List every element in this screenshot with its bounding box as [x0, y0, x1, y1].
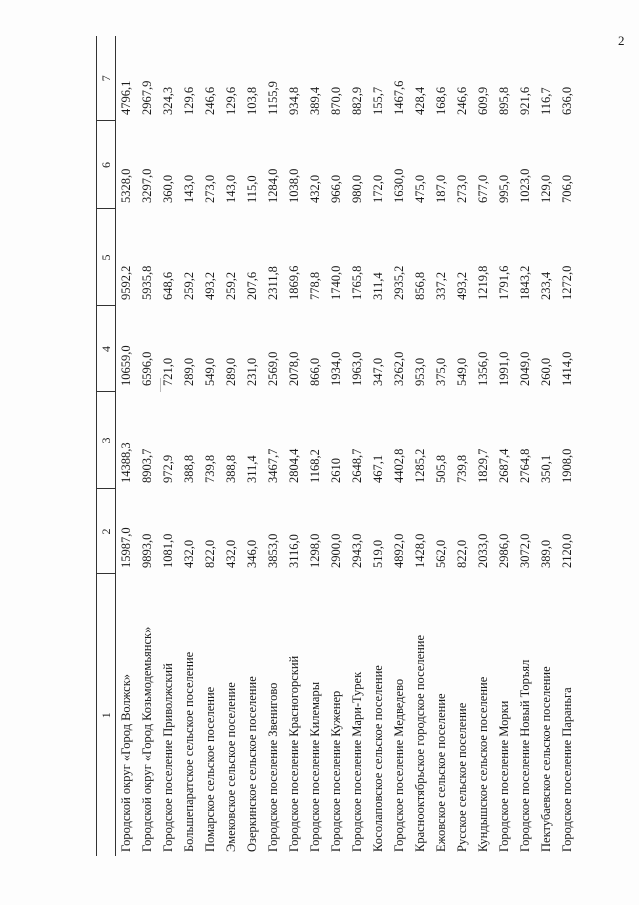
value-cell-col-3: 505,8 — [434, 454, 448, 483]
municipality-name-cell: Пектубаевское сельское поселение — [539, 666, 553, 852]
value-cell-col-3: 4402,8 — [392, 448, 406, 483]
value-cell-col-2: 562,0 — [434, 539, 448, 568]
municipality-name-cell: Городское поселение Мари-Турек — [350, 671, 364, 852]
municipality-name-cell: Городской округ «Город Волжск» — [119, 673, 133, 852]
value-cell-col-2: 432,0 — [224, 539, 238, 568]
value-cell-col-2: 15987,0 — [119, 527, 133, 568]
value-cell-col-7: 324,3 — [161, 86, 175, 115]
table-row — [242, 36, 263, 856]
value-cell-col-7: 103,8 — [245, 86, 259, 115]
table-row — [536, 36, 557, 856]
value-cell-col-4: 2078,0 — [287, 351, 301, 386]
value-cell-col-7: 168,6 — [434, 86, 448, 115]
table-row — [431, 36, 452, 856]
value-cell-col-2: 346,0 — [245, 539, 259, 568]
value-cell-col-6: 1284,0 — [266, 168, 280, 203]
value-cell-col-6: 677,0 — [476, 174, 490, 203]
municipality-name-cell: Ежовское сельское поселение — [434, 693, 448, 852]
table-row — [347, 36, 368, 856]
municipality-name-cell: Озеркинское сельское поселение — [245, 676, 259, 852]
value-cell-col-6: 273,0 — [455, 174, 469, 203]
value-cell-col-3: 311,4 — [245, 455, 259, 483]
value-cell-col-2: 1428,0 — [413, 533, 427, 568]
value-cell-col-3: 1285,2 — [413, 448, 427, 483]
value-cell-col-6: 980,0 — [350, 174, 364, 203]
value-cell-col-2: 1081,0 — [161, 533, 175, 568]
column-header-3: 3 — [97, 392, 116, 489]
table-row — [452, 36, 473, 856]
value-cell-col-3: 3467,7 — [266, 448, 280, 483]
table-row — [326, 36, 347, 856]
table-row — [263, 36, 284, 856]
municipality-name-cell: Городское поселение Морки — [497, 700, 511, 852]
table-row — [116, 36, 138, 856]
value-cell-col-2: 9893,0 — [140, 533, 154, 568]
value-cell-col-5: 778,8 — [308, 271, 322, 300]
municipality-name-cell: Эмековское сельское поселение — [224, 682, 238, 852]
value-cell-col-3: 2804,4 — [287, 448, 301, 483]
value-cell-col-6: 129,0 — [539, 174, 553, 203]
value-cell-col-4: 866,0 — [308, 357, 322, 386]
table-row — [137, 36, 158, 856]
table-row — [410, 36, 431, 856]
value-cell-col-5: 1219,8 — [476, 265, 490, 300]
value-cell-col-2: 2943,0 — [350, 533, 364, 568]
value-cell-col-3: 1829,7 — [476, 448, 490, 483]
value-cell-col-5: 856,8 — [413, 271, 427, 300]
value-cell-col-2: 2033,0 — [476, 533, 490, 568]
value-cell-col-7: 895,8 — [497, 86, 511, 115]
value-cell-col-6: 1023,0 — [518, 168, 532, 203]
value-cell-col-6: 5328,0 — [119, 168, 133, 203]
value-cell-col-2: 3853,0 — [266, 533, 280, 568]
value-cell-col-6: 1630,0 — [392, 168, 406, 203]
value-cell-col-6: 3297,0 — [140, 168, 154, 203]
value-cell-col-6: 143,0 — [224, 174, 238, 203]
value-cell-col-5: 1843,2 — [518, 265, 532, 300]
value-cell-col-3: 2610 — [329, 458, 343, 483]
value-cell-col-7: 609,9 — [476, 86, 490, 115]
value-cell-col-5: 1765,8 — [350, 265, 364, 300]
value-cell-col-4: 1356,0 — [476, 351, 490, 386]
value-cell-col-2: 2120,0 — [560, 533, 574, 568]
value-cell-col-6: 187,0 — [434, 174, 448, 203]
value-cell-col-5: 9592,2 — [119, 265, 133, 300]
value-cell-col-6: 143,0 — [182, 174, 196, 203]
value-cell-col-6: 360,0 — [161, 174, 175, 203]
municipality-name-cell: Городской округ «Город Козьмодемьянск» — [140, 626, 154, 852]
value-cell-col-7: 129,6 — [182, 86, 196, 115]
table-row — [284, 36, 305, 856]
value-cell-col-4: 289,0 — [182, 357, 196, 386]
value-cell-col-2: 432,0 — [182, 539, 196, 568]
municipality-name-cell: Краснооктябрьское городское поселение — [413, 634, 427, 852]
value-cell-col-7: 116,7 — [539, 87, 553, 115]
value-cell-col-3: 350,1 — [539, 454, 553, 483]
column-header-6: 6 — [97, 121, 116, 209]
value-cell-col-4: 549,0 — [455, 357, 469, 386]
municipality-name-cell: Косолаповское сельское поселение — [371, 665, 385, 852]
value-cell-col-2: 3116,0 — [287, 534, 301, 568]
value-cell-col-3: 1908,0 — [560, 448, 574, 483]
value-cell-col-5: 648,6 — [161, 271, 175, 300]
column-header-2: 2 — [97, 489, 116, 574]
value-cell-col-6: 995,0 — [497, 174, 511, 203]
value-cell-col-6: 966,0 — [329, 174, 343, 203]
value-cell-col-7: 1467,6 — [392, 80, 406, 115]
table-body — [116, 36, 579, 856]
value-cell-col-7: 921,6 — [518, 86, 532, 115]
value-cell-col-5: 207,6 — [245, 271, 259, 300]
value-cell-col-3: 388,8 — [224, 454, 238, 483]
value-cell-col-2: 1298,0 — [308, 533, 322, 568]
value-cell-col-3: 2687,4 — [497, 448, 511, 483]
column-header-1: 1 — [97, 574, 116, 856]
table-row — [494, 36, 515, 856]
value-cell-col-5: 233,4 — [539, 271, 553, 300]
table-row — [515, 36, 536, 856]
value-cell-col-4: 1991,0 — [497, 351, 511, 386]
table-row — [221, 36, 242, 856]
value-cell-col-5: 493,2 — [203, 271, 217, 300]
value-cell-col-7: 2967,9 — [140, 80, 154, 115]
value-cell-col-3: 14388,3 — [119, 442, 133, 483]
table-row — [200, 36, 221, 856]
value-cell-col-6: 273,0 — [203, 174, 217, 203]
value-cell-col-5: 1740,0 — [329, 265, 343, 300]
table-header — [97, 36, 116, 856]
value-cell-col-5: 5935,8 — [140, 265, 154, 300]
table-row — [368, 36, 389, 856]
value-cell-col-4: 953,0 — [413, 357, 427, 386]
value-cell-col-3: 467,1 — [371, 454, 385, 483]
table-row — [305, 36, 326, 856]
value-cell-col-6: 432,0 — [308, 174, 322, 203]
municipality-name-cell: Городское поселение Куженер — [329, 690, 343, 852]
value-cell-col-7: 389,4 — [308, 86, 322, 115]
value-cell-col-7: 4796,1 — [119, 80, 133, 115]
table-row — [473, 36, 494, 856]
municipality-name-cell: Большепаратское сельское поселение — [182, 651, 196, 852]
value-cell-col-7: 428,4 — [413, 86, 427, 115]
table-row — [179, 36, 200, 856]
municipality-name-cell: Помарское сельское поселение — [203, 686, 217, 852]
value-cell-col-2: 3072,0 — [518, 533, 532, 568]
municipality-name-cell: Городское поселение Килемары — [308, 681, 322, 852]
column-header-4: 4 — [97, 306, 116, 392]
value-cell-col-2: 822,0 — [455, 539, 469, 568]
value-cell-col-4: 375,0 — [434, 357, 448, 386]
value-cell-col-5: 493,2 — [455, 271, 469, 300]
value-cell-col-4: 10659,0 — [119, 345, 133, 386]
value-cell-col-4: 3262,0 — [392, 351, 406, 386]
municipality-name-cell: Городское поселение Новый Торъял — [518, 659, 532, 852]
municipality-name-cell: Городское поселение Звенигово — [266, 682, 280, 852]
value-cell-col-7: 155,7 — [371, 86, 385, 115]
value-cell-col-2: 4892,0 — [392, 533, 406, 568]
table-row — [389, 36, 410, 856]
value-cell-col-3: 8903,7 — [140, 448, 154, 483]
value-cell-col-4: 1963,0 — [350, 351, 364, 386]
rotated-table-container — [96, 36, 616, 856]
value-cell-col-3: 388,8 — [182, 454, 196, 483]
value-cell-col-4: 231,0 — [245, 357, 259, 386]
value-cell-col-6: 172,0 — [371, 174, 385, 203]
value-cell-col-5: 1272,0 — [560, 265, 574, 300]
value-cell-col-2: 2986,0 — [497, 533, 511, 568]
value-cell-col-4: 2569,0 — [266, 351, 280, 386]
value-cell-col-3: 2764,8 — [518, 448, 532, 483]
value-cell-col-7: 636,0 — [560, 86, 574, 115]
value-cell-col-7: 129,6 — [224, 86, 238, 115]
value-cell-col-4: 1414,0 — [560, 351, 574, 386]
value-cell-col-6: 475,0 — [413, 174, 427, 203]
value-cell-col-7: 1155,9 — [266, 81, 280, 115]
column-header-7: 7 — [97, 36, 116, 121]
value-cell-col-3: 2648,7 — [350, 448, 364, 483]
page-number: 2 — [618, 33, 625, 48]
value-cell-col-5: 259,2 — [182, 271, 196, 300]
value-cell-col-4: 1934,0 — [329, 351, 343, 386]
value-cell-col-7: 934,8 — [287, 86, 301, 115]
value-cell-col-6: 1038,0 — [287, 168, 301, 203]
value-cell-col-5: 2311,8 — [266, 266, 280, 300]
value-cell-col-4: 2049,0 — [518, 351, 532, 386]
value-cell-col-4: 260,0 — [539, 357, 553, 386]
value-cell-col-7: 246,6 — [203, 86, 217, 115]
data-table — [96, 36, 578, 856]
value-cell-col-4: 721,0 — [161, 357, 175, 386]
column-header-5: 5 — [97, 209, 116, 306]
value-cell-col-7: 246,6 — [455, 86, 469, 115]
municipality-name-cell: Городское поселение Красногорский — [287, 655, 301, 852]
value-cell-col-5: 1869,6 — [287, 265, 301, 300]
value-cell-col-5: 337,2 — [434, 271, 448, 300]
value-cell-col-2: 2900,0 — [329, 533, 343, 568]
value-cell-col-7: 870,0 — [329, 86, 343, 115]
table-row — [158, 36, 179, 856]
value-cell-col-3: 1168,2 — [308, 449, 322, 483]
value-cell-col-5: 311,4 — [371, 272, 385, 300]
municipality-name-cell: Городское поселение Параньга — [560, 687, 574, 852]
municipality-name-cell: Городское поселение Приволжский — [161, 663, 175, 852]
value-cell-col-4: 347,0 — [371, 357, 385, 386]
header-row — [97, 36, 116, 856]
value-cell-col-7: 882,9 — [350, 86, 364, 115]
value-cell-col-5: 2935,2 — [392, 265, 406, 300]
value-cell-col-4: 549,0 — [203, 357, 217, 386]
value-cell-col-2: 389,0 — [539, 539, 553, 568]
value-cell-col-3: 739,8 — [455, 454, 469, 483]
value-cell-col-6: 706,0 — [560, 174, 574, 203]
value-cell-col-2: 822,0 — [203, 539, 217, 568]
value-cell-col-4: 289,0 — [224, 357, 238, 386]
value-cell-col-5: 259,2 — [224, 271, 238, 300]
value-cell-col-6: 115,0 — [245, 175, 259, 203]
value-cell-col-3: 972,9 — [161, 454, 175, 483]
municipality-name-cell: Городское поселение Медведево — [392, 678, 406, 852]
value-cell-col-5: 1791,6 — [497, 265, 511, 300]
table-row — [557, 36, 578, 856]
value-cell-col-4: 6596,0 — [140, 351, 154, 386]
municipality-name-cell: Русское сельское поселение — [455, 702, 469, 852]
municipality-name-cell: Кундышское сельское поселение — [476, 676, 490, 852]
value-cell-col-3: 739,8 — [203, 454, 217, 483]
value-cell-col-2: 519,0 — [371, 539, 385, 568]
